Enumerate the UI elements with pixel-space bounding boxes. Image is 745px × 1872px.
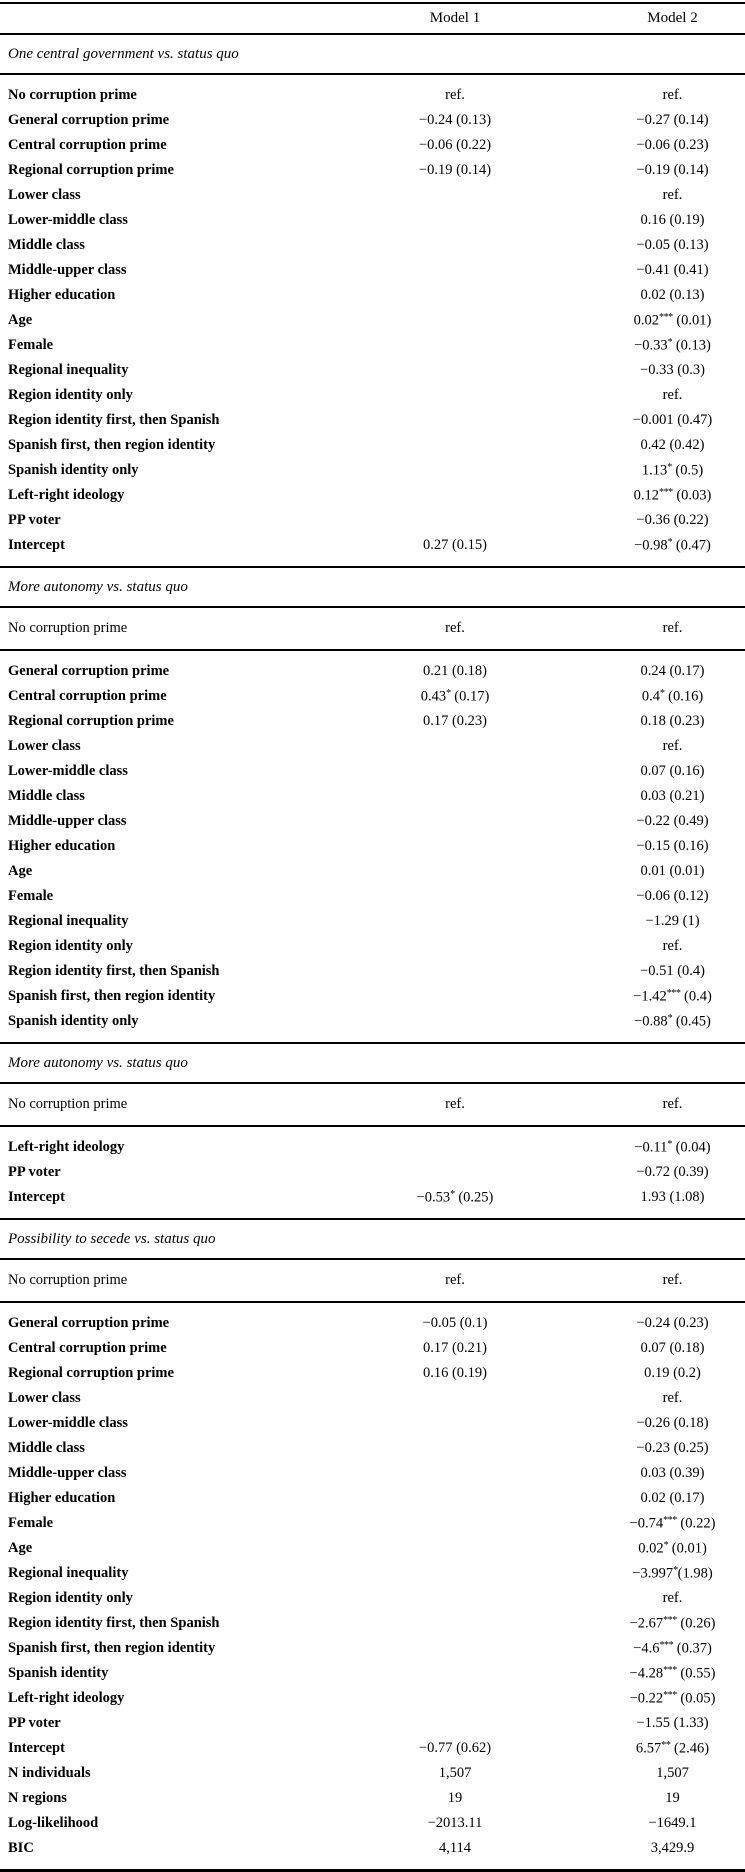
model2-cell: 0.12*** (0.03) (633, 486, 712, 504)
row-label: Spanish first, then region identity (8, 437, 216, 453)
table-row (0, 1461, 745, 1486)
model2-cell: ref. (662, 1272, 683, 1288)
row-label: Age (8, 312, 33, 328)
model2-column-header: Model 2 (647, 10, 698, 26)
model2-cell: 0.03 (0.39) (640, 1465, 705, 1481)
row-label: Lower-middle class (8, 1415, 128, 1431)
model2-cell: 0.02 (0.17) (640, 1490, 705, 1506)
model2-cell: −0.72 (0.39) (636, 1164, 709, 1180)
table-row (0, 1160, 745, 1185)
model2-cell: −0.74*** (0.22) (629, 1514, 716, 1532)
row-label: Left-right ideology (8, 487, 125, 503)
table-row (0, 1561, 745, 1586)
model1-cell: 0.43* (0.17) (420, 687, 490, 705)
table-row (0, 1836, 745, 1861)
table-row (0, 383, 745, 408)
row-label: Spanish first, then region identity (8, 1640, 216, 1656)
table-row (0, 533, 745, 558)
model2-cell: −0.22 (0.49) (636, 813, 709, 829)
table-row (0, 1611, 745, 1636)
row-label: Region identity only (8, 1590, 133, 1606)
row-label: Regional corruption prime (8, 713, 174, 729)
model2-cell: ref. (662, 1590, 683, 1606)
table-row (0, 1811, 745, 1836)
row-label: PP voter (8, 512, 61, 528)
table-row (0, 1536, 745, 1561)
table-row (0, 83, 745, 108)
model1-cell: −2013.11 (427, 1815, 483, 1831)
model2-cell: −0.51 (0.4) (640, 963, 705, 979)
table-row (0, 1686, 745, 1711)
row-label: Spanish identity only (8, 462, 139, 478)
row-label: General corruption prime (8, 1315, 170, 1331)
model2-cell: −0.33 (0.3) (640, 362, 705, 378)
row-label: Middle class (8, 1440, 85, 1456)
model2-cell: 0.02 (0.13) (640, 287, 705, 303)
model2-cell: −1.29 (1) (645, 913, 700, 929)
model2-cell: 0.16 (0.19) (640, 212, 705, 228)
table-row (0, 1511, 745, 1536)
model1-column-header: Model 1 (429, 10, 481, 26)
table-row (0, 1436, 745, 1461)
row-label: Female (8, 337, 54, 353)
table-row (0, 834, 745, 859)
row-label: Region identity first, then Spanish (8, 963, 220, 979)
model2-cell: 0.07 (0.16) (640, 763, 705, 779)
row-label: General corruption prime (8, 663, 170, 679)
model2-cell: −4.6*** (0.37) (633, 1639, 712, 1657)
model1-cell: −0.77 (0.62) (418, 1740, 492, 1756)
model1-cell: ref. (445, 1096, 465, 1112)
model2-cell: ref. (662, 1096, 683, 1112)
model1-cell: ref. (445, 87, 465, 103)
row-label: BIC (8, 1840, 34, 1856)
row-label: Middle class (8, 788, 85, 804)
table-row (0, 1336, 745, 1361)
row-label: Region identity first, then Spanish (8, 412, 220, 428)
table-row (0, 1185, 745, 1210)
model2-cell: −4.28*** (0.55) (629, 1664, 716, 1682)
model2-cell: −0.05 (0.13) (636, 237, 709, 253)
row-label: Spanish identity only (8, 1013, 139, 1029)
section-rows (0, 651, 745, 1042)
table-row (0, 1786, 745, 1811)
model2-cell: 0.24 (0.17) (640, 663, 705, 679)
model2-cell: −0.23 (0.25) (636, 1440, 709, 1456)
model1-cell: 19 (447, 1790, 463, 1806)
row-label: Higher education (8, 1490, 116, 1506)
row-label: No corruption prime (8, 87, 137, 103)
model2-cell: −0.06 (0.23) (636, 137, 709, 153)
model2-cell: −0.27 (0.14) (636, 112, 709, 128)
section-title: More autonomy vs. status quo (8, 1055, 188, 1071)
model2-cell: 0.19 (0.2) (644, 1365, 701, 1381)
model2-cell: ref. (662, 187, 683, 203)
row-label: No corruption prime (8, 620, 128, 636)
model2-cell: −1.42*** (0.4) (633, 987, 712, 1005)
table-row (0, 784, 745, 809)
model2-cell: −3.997*(1.98) (632, 1564, 713, 1582)
table-row (0, 158, 745, 183)
model1-cell: −0.05 (0.1) (422, 1315, 488, 1331)
model1-cell: −0.06 (0.22) (418, 137, 492, 153)
model2-cell: ref. (662, 387, 683, 403)
model2-cell: ref. (662, 620, 683, 636)
model2-cell: 0.07 (0.18) (640, 1340, 705, 1356)
model2-cell: −0.11* (0.04) (634, 1138, 711, 1156)
reference-row (0, 616, 745, 641)
row-label: Lower class (8, 187, 81, 203)
row-label: Female (8, 1515, 54, 1531)
model2-cell: −2.67*** (0.26) (629, 1614, 716, 1632)
table-row (0, 734, 745, 759)
row-label: Higher education (8, 287, 116, 303)
row-label: Regional corruption prime (8, 162, 174, 178)
section-title: Possibility to secede vs. status quo (8, 1231, 216, 1247)
row-label: Middle class (8, 237, 85, 253)
model2-cell: −0.98* (0.47) (634, 536, 711, 554)
table-row (0, 859, 745, 884)
row-label: Lower-middle class (8, 763, 128, 779)
model2-cell: −0.001 (0.47) (632, 412, 713, 428)
model2-cell: −0.88* (0.45) (634, 1012, 711, 1030)
row-label: Lower class (8, 1390, 81, 1406)
model2-cell: −0.24 (0.23) (636, 1315, 709, 1331)
model2-cell: 19 (665, 1790, 680, 1806)
row-label: General corruption prime (8, 112, 170, 128)
model2-cell: −0.06 (0.12) (636, 888, 709, 904)
reference-block (0, 608, 745, 649)
model2-cell: −0.22*** (0.05) (629, 1689, 716, 1707)
table-row (0, 659, 745, 684)
model2-cell: −0.26 (0.18) (636, 1415, 709, 1431)
row-label: N individuals (8, 1765, 91, 1781)
model2-cell: ref. (662, 738, 683, 754)
row-label: Lower-middle class (8, 212, 128, 228)
row-label: Regional inequality (8, 1565, 129, 1581)
table-row (0, 709, 745, 734)
table-row (0, 1736, 745, 1761)
row-label: Left-right ideology (8, 1690, 125, 1706)
table-row (0, 1486, 745, 1511)
model2-cell: −0.15 (0.16) (636, 838, 709, 854)
table-row (0, 1636, 745, 1661)
row-label: Left-right ideology (8, 1139, 125, 1155)
model1-cell: −0.24 (0.13) (418, 112, 492, 128)
table-row (0, 508, 745, 533)
model1-cell: ref. (445, 620, 465, 636)
row-label: Middle-upper class (8, 262, 127, 278)
model1-cell: 4,114 (438, 1840, 472, 1856)
row-label: Middle-upper class (8, 1465, 127, 1481)
model2-cell: 0.03 (0.21) (640, 788, 705, 804)
table-row (0, 1761, 745, 1786)
table-row (0, 133, 745, 158)
table-row (0, 1135, 745, 1160)
model2-cell: 0.42 (0.42) (640, 437, 705, 453)
table-row (0, 358, 745, 383)
row-label: Female (8, 888, 54, 904)
table-row (0, 308, 745, 333)
row-label: Middle-upper class (8, 813, 127, 829)
model1-cell: −0.53* (0.25) (416, 1188, 494, 1206)
table-row (0, 1586, 745, 1611)
model2-cell: 6.57** (2.46) (635, 1739, 710, 1757)
model1-cell: ref. (445, 1272, 465, 1288)
table-row (0, 408, 745, 433)
table-row (0, 483, 745, 508)
table-row (0, 1361, 745, 1386)
table-row (0, 1311, 745, 1336)
row-label: Age (8, 1540, 33, 1556)
row-label: PP voter (8, 1715, 61, 1731)
model2-cell: 0.18 (0.23) (640, 713, 705, 729)
row-label: N regions (8, 1790, 67, 1806)
table-row (0, 433, 745, 458)
row-label: Higher education (8, 838, 116, 854)
table-row (0, 809, 745, 834)
model1-cell: 0.27 (0.15) (422, 537, 488, 553)
row-label: Spanish identity (8, 1665, 109, 1681)
row-label: Lower class (8, 738, 81, 754)
table-row (0, 333, 745, 358)
reference-row (0, 1092, 745, 1117)
model2-cell: 0.4* (0.16) (641, 687, 704, 705)
reference-block (0, 1260, 745, 1301)
model2-cell: −0.36 (0.22) (636, 512, 709, 528)
row-label: Central corruption prime (8, 137, 167, 153)
row-label: No corruption prime (8, 1272, 128, 1288)
table-row (0, 909, 745, 934)
table-body (0, 33, 745, 1869)
table-row (0, 258, 745, 283)
table-row (0, 1009, 745, 1034)
row-label: PP voter (8, 1164, 61, 1180)
row-label: Regional corruption prime (8, 1365, 174, 1381)
row-label: Intercept (8, 1189, 65, 1205)
row-label: Central corruption prime (8, 688, 167, 704)
section-rows (0, 1127, 745, 1218)
model2-cell: 1,507 (656, 1765, 689, 1781)
row-label: Region identity first, then Spanish (8, 1615, 220, 1631)
table-row (0, 1386, 745, 1411)
table-row (0, 183, 745, 208)
model2-cell: 0.02*** (0.01) (633, 311, 712, 329)
row-label: Central corruption prime (8, 1340, 167, 1356)
row-label: Intercept (8, 537, 65, 553)
reference-block (0, 1084, 745, 1125)
model2-cell: −0.41 (0.41) (636, 262, 709, 278)
table-row (0, 283, 745, 308)
model2-cell: ref. (662, 938, 683, 954)
model1-cell: 1,507 (438, 1765, 472, 1781)
model1-cell: 0.17 (0.23) (422, 713, 488, 729)
table-row (0, 1411, 745, 1436)
row-label: Region identity only (8, 938, 133, 954)
section-title: One central government vs. status quo (8, 46, 239, 62)
row-label: Region identity only (8, 387, 133, 403)
row-label: Intercept (8, 1740, 65, 1756)
section-rows (0, 1303, 745, 1869)
row-label: Spanish first, then region identity (8, 988, 216, 1004)
table-row (0, 984, 745, 1009)
table-row (0, 1711, 745, 1736)
row-label: Regional inequality (8, 913, 129, 929)
model1-cell: −0.19 (0.14) (418, 162, 492, 178)
row-label: Log-likelihood (8, 1815, 99, 1831)
model2-cell: −1.55 (1.33) (636, 1715, 709, 1731)
model1-cell: 0.16 (0.19) (422, 1365, 488, 1381)
table-row (0, 108, 745, 133)
reference-row (0, 1268, 745, 1293)
model2-cell: −0.19 (0.14) (636, 162, 709, 178)
table-row (0, 759, 745, 784)
model1-cell: 0.21 (0.18) (422, 663, 488, 679)
model2-cell: −1649.1 (648, 1815, 697, 1831)
row-label: Regional inequality (8, 362, 129, 378)
table-row (0, 458, 745, 483)
model2-cell: 0.02* (0.01) (638, 1539, 707, 1557)
model2-cell: 1.93 (1.08) (640, 1189, 705, 1205)
model2-cell: 0.01 (0.01) (640, 863, 705, 879)
row-label: Age (8, 863, 33, 879)
model2-cell: −0.33* (0.13) (634, 336, 711, 354)
table-row (0, 684, 745, 709)
table-row (0, 1661, 745, 1686)
model1-cell: 0.17 (0.21) (422, 1340, 488, 1356)
row-label: No corruption prime (8, 1096, 128, 1112)
section-title: More autonomy vs. status quo (8, 579, 188, 595)
table-row (0, 959, 745, 984)
model2-cell: ref. (662, 1390, 683, 1406)
table-row (0, 233, 745, 258)
table-row (0, 884, 745, 909)
model2-cell: 3,429.9 (650, 1840, 695, 1856)
table-header-row (0, 4, 745, 33)
model2-cell: ref. (662, 87, 683, 103)
model2-cell: 1.13* (0.5) (641, 461, 704, 479)
section-rows (0, 75, 745, 566)
table-row (0, 208, 745, 233)
table-row (0, 934, 745, 959)
